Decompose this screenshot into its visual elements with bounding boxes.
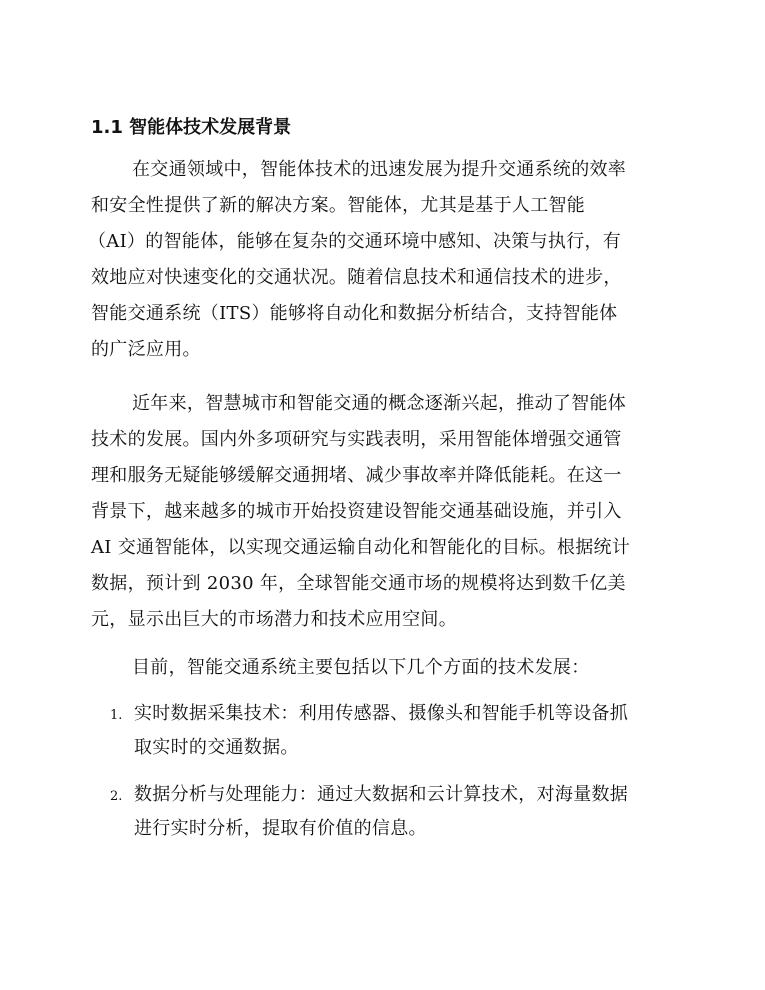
list-item-1-line-1: 实时数据采集技术：利用传感器、摄像头和智能手机等设备抓	[134, 703, 629, 724]
list-item-2-number: 2.	[110, 789, 123, 804]
paragraph-2-line-7: 元，显示出巨大的市场潜力和技术应用空间。	[91, 609, 457, 630]
paragraph-1-line-3: （AI）的智能体，能够在复杂的交通环境中感知、决策与执行，有	[88, 231, 622, 252]
paragraph-1-line-1: 在交通领域中，智能体技术的迅速发展为提升交通系统的效率	[132, 159, 627, 180]
paragraph-2-line-6: 数据，预计到 2030 年，全球智能交通市场的规模将达到数千亿美	[91, 573, 626, 594]
paragraph-1-line-4: 效地应对快速变化的交通状况。随着信息技术和通信技术的进步，	[91, 267, 622, 288]
paragraph-2-line-3: 理和服务无疑能够缓解交通拥堵、减少事故率并降低能耗。在这一	[91, 465, 622, 486]
list-item-1-number: 1.	[110, 708, 123, 723]
list-item-2-line-2: 进行实时分析，提取有价值的信息。	[134, 818, 427, 839]
paragraph-2-line-4: 背景下，越来越多的城市开始投资建设智能交通基础设施，并引入	[91, 501, 622, 522]
paragraph-2-line-5: AI 交通智能体，以实现交通运输自动化和智能化的目标。根据统计	[91, 537, 631, 558]
paragraph-2-line-2: 技术的发展。国内外多项研究与实践表明，采用智能体增强交通管	[91, 429, 622, 450]
paragraph-1-line-6: 的广泛应用。	[91, 339, 201, 360]
paragraph-3-line-1: 目前，智能交通系统主要包括以下几个方面的技术发展：	[132, 657, 590, 678]
paragraph-1-line-2: 和安全性提供了新的解决方案。智能体，尤其是基于人工智能	[91, 195, 586, 216]
section-heading: 1.1 智能体技术发展背景	[91, 117, 292, 138]
paragraph-1-line-5: 智能交通系统（ITS）能够将自动化和数据分析结合，支持智能体	[91, 303, 618, 324]
list-item-1-line-2: 取实时的交通数据。	[134, 737, 299, 758]
paragraph-2-line-1: 近年来，智慧城市和智能交通的概念逐渐兴起，推动了智能体	[132, 393, 627, 414]
list-item-2-line-1: 数据分析与处理能力：通过大数据和云计算技术，对海量数据	[134, 784, 629, 805]
